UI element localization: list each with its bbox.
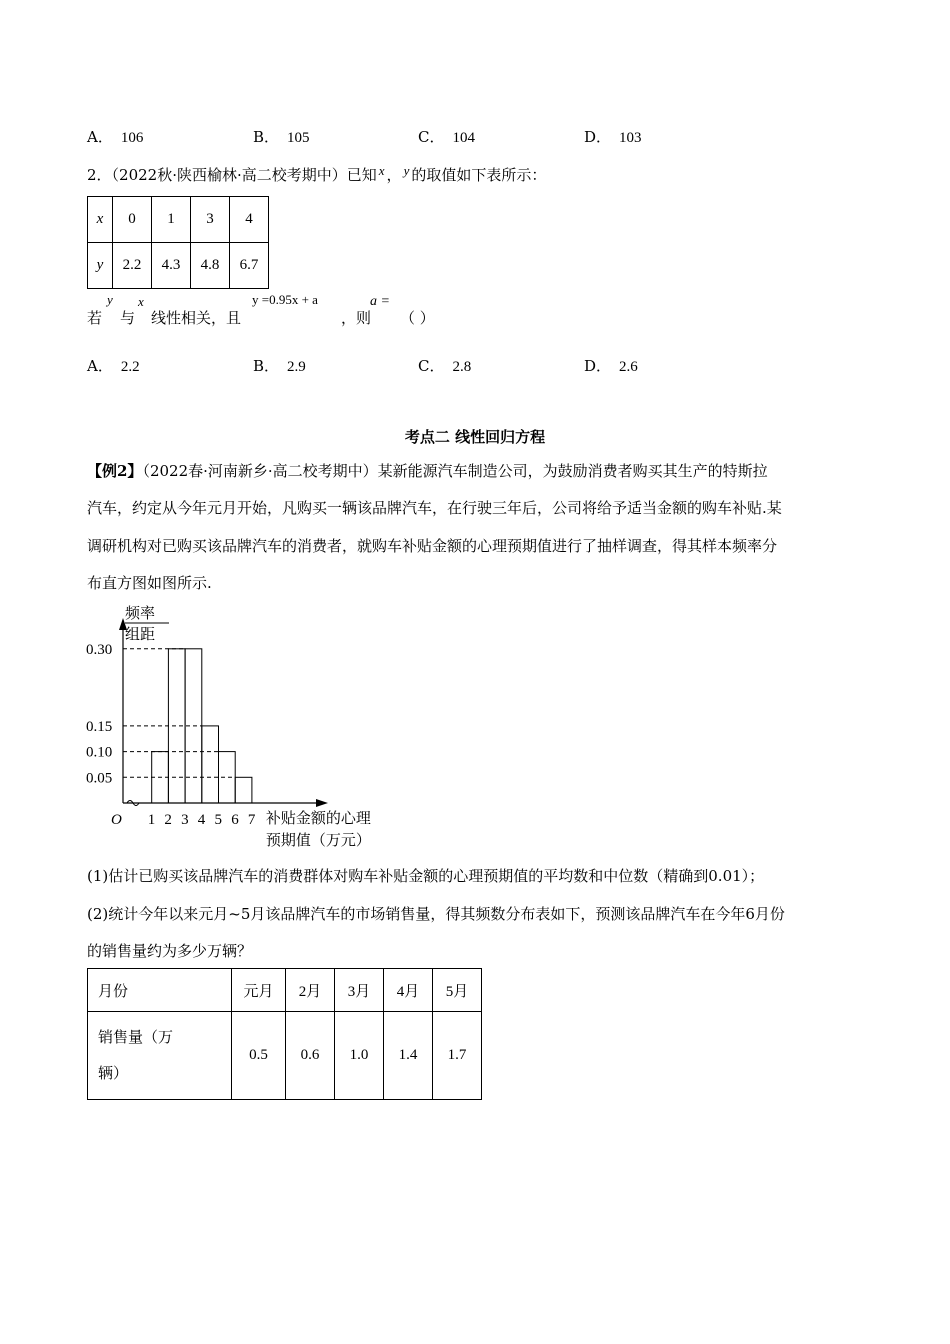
q2-cond-x: x [138,294,144,309]
q2-comma: ， [386,166,402,184]
q1-option-d: D． 103 [584,128,642,146]
q1-option-b: B． 105 [253,128,310,146]
q2-cond-a: a = [370,294,390,309]
y-tick-label: 0.30 [86,641,113,658]
x-tick-label: 4 [197,812,206,828]
sales-table [87,968,482,1100]
q2-cell: 3 [191,197,230,243]
example-tag: 【例2】 [87,462,143,480]
sales-header-cell: 4月 [384,969,433,1012]
q2-cell: 2.2 [113,243,152,289]
sales-row-label-line-1: 销售量（万 [98,1029,174,1046]
q2-cond-with: 与 [120,309,136,327]
histogram-chart [80,600,400,850]
q2-xy-table [87,196,269,289]
x-axis-arrow [316,799,328,807]
sales-value-cell: 1.7 [433,1012,482,1100]
q1-option-c: C． 104 [418,128,475,146]
q2-cond-paren: （ ） [400,309,435,327]
y-label-bottom: 组距 [125,627,156,643]
sales-header-cell: 月份 [88,969,232,1012]
sales-header-cell: 3月 [335,969,384,1012]
x-label-line-2: 预期值（万元） [265,833,371,849]
sales-header-cell: 元月 [232,969,286,1012]
q2-cond-mid: 线性相关，且 [151,309,242,327]
y-tick-label: 0.05 [86,770,113,787]
q2-option-b: B． 2.9 [253,357,306,375]
x-tick-label: 3 [181,812,189,828]
q2-option-d: D． 2.6 [584,357,638,375]
example-text: （2022春·河南新乡·高二校考期中）某新能源汽车制造公司，为鼓励消费者购买其生产的特斯拉 [142,462,768,480]
q2-tail: 的取值如下表所示： [411,166,547,184]
q2-option-c: C． 2.8 [418,357,472,375]
x-label-line-1: 补贴金额的心理 [265,811,371,827]
sales-value-cell: 0.6 [286,1012,335,1100]
example-line-1 [87,460,768,481]
y-tick-label: 0.10 [86,744,113,761]
q2-source: （2022秋·陕西榆林·高二校考期中）已知 [111,166,377,184]
q2-cell: 1 [152,197,191,243]
q2-option-a: A． 2.2 [87,357,140,375]
y-tick-label: 0.15 [86,718,113,735]
sales-value-cell: 1.4 [384,1012,433,1100]
example-line-2: 汽车，约定从今年元月开始，凡购买一辆该品牌汽车，在行驶三年后，公司将给予适当金额的购车补贴.某 [87,499,782,517]
q2-cell: y [88,243,113,289]
q2-cell: 4 [230,197,269,243]
q2-var-y: y [403,163,410,178]
x-tick-label: 7 [247,812,256,828]
sales-value-cell: 0.5 [232,1012,286,1100]
q2-var-x: x [378,163,385,178]
histogram-bar [235,777,252,803]
y-label-top: 频率 [125,606,156,622]
sales-header-cell: 5月 [433,969,482,1012]
q2-stem [87,164,546,185]
histogram-bar [202,726,219,803]
question-part-2-line-2: 的销售量约为多少万辆？ [87,942,253,960]
sales-value-cell: 1.0 [335,1012,384,1100]
question-part-2-line-1: (2)统计今年以来元月~5月该品牌汽车的市场销售量，得其频数分布表如下，预测该品牌汽车在今年6月份 [87,905,785,923]
example-line-4: 布直方图如图所示. [87,574,212,592]
q2-number: 2． [87,166,112,184]
example-line-3: 调研机构对已购买该品牌汽车的消费者，就购车补贴金额的心理预期值进行了抽样调查，得其样本频率分 [87,537,778,555]
origin-label: O [111,812,122,828]
q1-option-a: A． 106 [87,128,144,146]
q2-cell: 0 [113,197,152,243]
q2-equation: y =0.95x + a [252,292,318,307]
x-tick-label: 1 [147,812,156,828]
question-part-1: (1)估计已购买该品牌汽车的消费群体对购车补贴金额的心理预期值的平均数和中位数（精确到0.01）； [87,867,765,885]
q2-cell: x [88,197,113,243]
q2-cond-prefix: 若 [87,309,103,327]
q2-cell: 6.7 [230,243,269,289]
q2-cond-y: y [107,292,113,307]
q2-cell: 4.3 [152,243,191,289]
sales-header-cell: 2月 [286,969,335,1012]
x-tick-label: 6 [231,812,239,828]
sales-row-label-line-2: 辆） [98,1065,129,1082]
x-tick-label: 2 [164,812,172,828]
x-tick-label: 5 [214,812,222,828]
section-title: 考点二 线性回归方程 [404,428,546,446]
sales-row-label [88,1012,232,1100]
q2-cell: 4.8 [191,243,230,289]
q2-cond-then: ，则 [341,309,372,327]
